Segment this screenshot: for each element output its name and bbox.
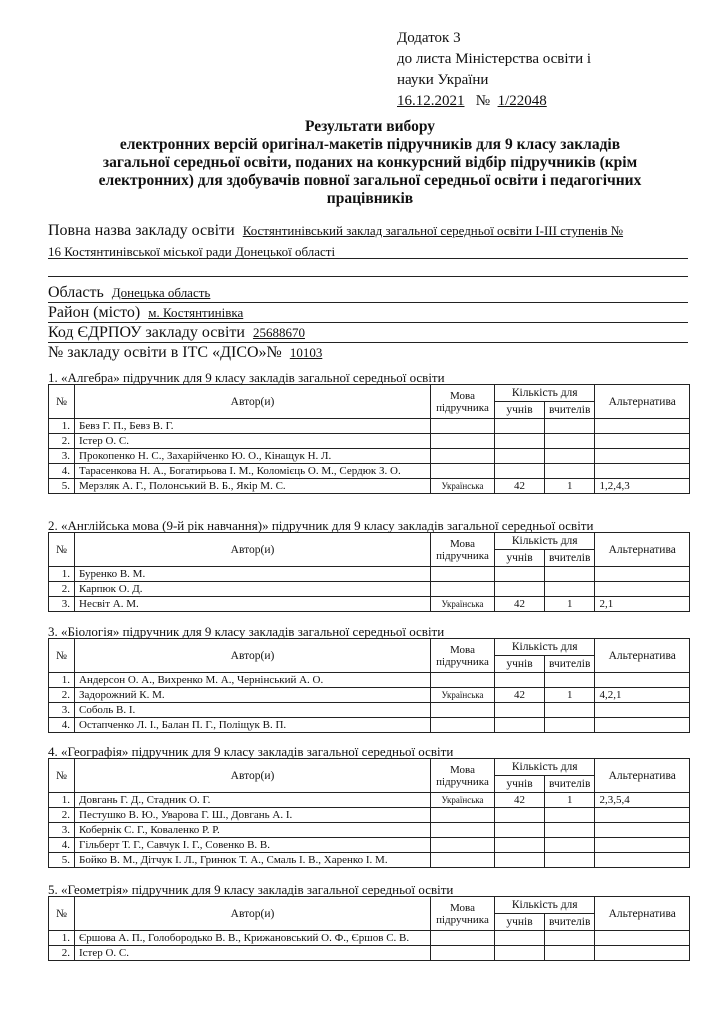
- row-students: 42: [495, 688, 545, 703]
- section-title: 4. «Географія» підручник для 9 класу закладів загальної середньої освіти: [48, 744, 454, 759]
- row-alternative: [595, 838, 690, 853]
- row-alternative: 4,2,1: [595, 688, 690, 703]
- row-number: 2.: [49, 582, 75, 597]
- row-students: [495, 853, 545, 868]
- header-num: №: [49, 385, 75, 419]
- row-number: 3.: [49, 449, 75, 464]
- header-teachers: вчителів: [545, 656, 595, 673]
- table-row: [49, 793, 690, 808]
- header-language: Мова підручника: [431, 385, 495, 419]
- header-author: Автор(и): [75, 759, 431, 793]
- row-number: 5.: [49, 853, 75, 868]
- header-alternative: Альтернатива: [595, 533, 690, 567]
- row-author: Карпюк О. Д.: [75, 582, 431, 597]
- row-number: 1.: [49, 419, 75, 434]
- row-alternative: [595, 823, 690, 838]
- header-alternative: Альтернатива: [595, 639, 690, 673]
- row-author: Задорожний К. М.: [75, 688, 431, 703]
- table-header-row: [49, 897, 690, 914]
- row-language: Українська: [431, 479, 495, 494]
- appendix-number: 1/22048: [497, 93, 547, 109]
- row-alternative: [595, 582, 690, 597]
- row-teachers: [545, 419, 595, 434]
- row-students: [495, 931, 545, 946]
- header-author: Автор(и): [75, 897, 431, 931]
- textbook-table: [48, 758, 690, 868]
- row-author: Істер О. С.: [75, 946, 431, 961]
- row-language: [431, 838, 495, 853]
- appendix-number-label: №: [475, 93, 491, 109]
- row-teachers: [545, 931, 595, 946]
- header-author: Автор(и): [75, 639, 431, 673]
- table-header-row: [49, 533, 690, 550]
- row-teachers: [545, 946, 595, 961]
- header-count: Кількість для: [495, 897, 595, 914]
- header-teachers: вчителів: [545, 402, 595, 419]
- row-language: [431, 464, 495, 479]
- row-alternative: [595, 718, 690, 733]
- edrpou-label: Код ЄДРПОУ закладу освіти: [48, 324, 245, 341]
- row-author: Істер О. С.: [75, 434, 431, 449]
- table-row: [49, 853, 690, 868]
- header-num: №: [49, 639, 75, 673]
- row-author: Гільберт Т. Г., Савчук І. Г., Совенко В. В.: [75, 838, 431, 853]
- header-students: учнів: [495, 402, 545, 419]
- appendix-line-3: науки України: [397, 72, 489, 88]
- row-teachers: [545, 718, 595, 733]
- table-row: [49, 582, 690, 597]
- row-alternative: [595, 931, 690, 946]
- table-row: [49, 808, 690, 823]
- region-value: Донецька область: [111, 285, 211, 300]
- row-students: 42: [495, 479, 545, 494]
- header-alternative: Альтернатива: [595, 385, 690, 419]
- row-students: 42: [495, 793, 545, 808]
- title-line-3: загальної середньої освіти, поданих на конкурсний відбір підручників (крім: [102, 154, 638, 171]
- header-count: Кількість для: [495, 759, 595, 776]
- table-row: [49, 688, 690, 703]
- header-language: Мова підручника: [431, 533, 495, 567]
- row-author: Пестушко В. Ю., Уварова Г. Ш., Довгань А. І.: [75, 808, 431, 823]
- row-language: Українська: [431, 688, 495, 703]
- row-students: [495, 703, 545, 718]
- header-teachers: вчителів: [545, 776, 595, 793]
- row-students: [495, 673, 545, 688]
- header-students: учнів: [495, 656, 545, 673]
- edrpou-value: 25688670: [252, 325, 305, 340]
- row-number: 2.: [49, 946, 75, 961]
- row-number: 2.: [49, 434, 75, 449]
- underline-rule: [48, 302, 688, 303]
- full-name-field: [48, 222, 623, 240]
- row-alternative: [595, 434, 690, 449]
- row-teachers: 1: [545, 479, 595, 494]
- row-students: [495, 823, 545, 838]
- table-row: [49, 931, 690, 946]
- row-students: [495, 582, 545, 597]
- row-author: Бевз Г. П., Бевз В. Г.: [75, 419, 431, 434]
- header-students: учнів: [495, 914, 545, 931]
- edrpou-field: [48, 324, 305, 342]
- header-count: Кількість для: [495, 385, 595, 402]
- row-language: [431, 673, 495, 688]
- appendix-date: 16.12.2021: [397, 93, 465, 109]
- row-teachers: [545, 673, 595, 688]
- row-alternative: [595, 853, 690, 868]
- table-row: [49, 946, 690, 961]
- row-teachers: [545, 434, 595, 449]
- underline-rule: [48, 276, 688, 277]
- row-number: 2.: [49, 688, 75, 703]
- header-alternative: Альтернатива: [595, 759, 690, 793]
- header-count: Кількість для: [495, 639, 595, 656]
- appendix-line-1: Додаток 3: [397, 30, 461, 46]
- row-alternative: [595, 946, 690, 961]
- title-line-4: електронних) для здобувачів повної загальної середньої освіти і педагогічних: [98, 172, 642, 189]
- row-author: Бойко В. М., Дітчук І. Л., Гринюк Т. А., Смаль І. В., Харенко І. М.: [75, 853, 431, 868]
- table-header-row: [49, 759, 690, 776]
- row-language: [431, 434, 495, 449]
- row-number: 3.: [49, 703, 75, 718]
- row-language: [431, 853, 495, 868]
- row-alternative: [595, 419, 690, 434]
- row-author: Прокопенко Н. С., Захарійченко Ю. О., Кінащук Н. Л.: [75, 449, 431, 464]
- row-students: [495, 838, 545, 853]
- textbook-table: [48, 384, 690, 494]
- document-title: [40, 118, 700, 208]
- underline-rule: [48, 322, 688, 323]
- row-language: [431, 703, 495, 718]
- row-alternative: 1,2,4,3: [595, 479, 690, 494]
- title-line-2: електронних версій оригінал-макетів підручників для 9 класу закладів: [119, 136, 621, 153]
- table-row: [49, 419, 690, 434]
- row-author: Довгань Г. Д., Стадник О. Г.: [75, 793, 431, 808]
- row-author: Тарасенкова Н. А., Богатирьова І. М., Коломієць О. М., Сердюк З. О.: [75, 464, 431, 479]
- row-teachers: [545, 853, 595, 868]
- table-row: [49, 434, 690, 449]
- underline-rule: [48, 258, 688, 259]
- row-language: [431, 808, 495, 823]
- row-alternative: [595, 808, 690, 823]
- row-teachers: [545, 838, 595, 853]
- table-header-row: [49, 639, 690, 656]
- row-language: Українська: [431, 597, 495, 612]
- row-author: Остапченко Л. І., Балан П. Г., Поліщук В. П.: [75, 718, 431, 733]
- header-language: Мова підручника: [431, 897, 495, 931]
- table-row: [49, 718, 690, 733]
- row-alternative: [595, 703, 690, 718]
- row-teachers: [545, 567, 595, 582]
- row-students: 42: [495, 597, 545, 612]
- appendix-line-2: до листа Міністерства освіти і: [397, 51, 592, 67]
- row-language: [431, 718, 495, 733]
- header-author: Автор(и): [75, 533, 431, 567]
- appendix-dateline: [397, 91, 591, 112]
- section-title: 5. «Геометрія» підручник для 9 класу закладів загальної середньої освіти: [48, 882, 454, 897]
- table-row: [49, 464, 690, 479]
- row-language: [431, 931, 495, 946]
- district-value: м. Костянтинівка: [148, 305, 244, 320]
- table-row: [49, 479, 690, 494]
- table-row: [49, 838, 690, 853]
- row-language: [431, 567, 495, 582]
- row-alternative: [595, 567, 690, 582]
- full-name-value: Костянтинівський заклад загальної середньої освіти І-ІІІ ступенів №: [242, 223, 624, 238]
- row-number: 5.: [49, 479, 75, 494]
- row-students: [495, 464, 545, 479]
- row-number: 1.: [49, 567, 75, 582]
- title-line-5: працівників: [326, 190, 414, 207]
- title-line-1: Результати вибору: [304, 118, 436, 135]
- row-language: [431, 582, 495, 597]
- row-language: [431, 419, 495, 434]
- header-teachers: вчителів: [545, 914, 595, 931]
- header-count: Кількість для: [495, 533, 595, 550]
- row-number: 4.: [49, 718, 75, 733]
- row-number: 2.: [49, 808, 75, 823]
- header-alternative: Альтернатива: [595, 897, 690, 931]
- table-row: [49, 823, 690, 838]
- full-name-value-continued: 16 Костянтинівської міської ради Донецької області: [48, 244, 336, 259]
- row-alternative: [595, 673, 690, 688]
- header-teachers: вчителів: [545, 550, 595, 567]
- row-author: Соболь В. І.: [75, 703, 431, 718]
- full-name-label: Повна назва закладу освіти: [48, 222, 235, 239]
- textbook-table: [48, 896, 690, 961]
- table-row: [49, 449, 690, 464]
- its-value: 10103: [289, 345, 323, 360]
- row-students: [495, 419, 545, 434]
- row-students: [495, 567, 545, 582]
- header-num: №: [49, 533, 75, 567]
- row-alternative: [595, 449, 690, 464]
- row-language: [431, 823, 495, 838]
- row-alternative: 2,3,5,4: [595, 793, 690, 808]
- region-field: [48, 284, 210, 302]
- row-author: Буренко В. М.: [75, 567, 431, 582]
- row-students: [495, 434, 545, 449]
- row-students: [495, 718, 545, 733]
- row-teachers: [545, 449, 595, 464]
- row-author: Кобернік С. Г., Коваленко Р. Р.: [75, 823, 431, 838]
- row-teachers: [545, 823, 595, 838]
- its-label: № закладу освіти в ІТС «ДІСО»№: [48, 344, 282, 361]
- textbook-table: [48, 638, 690, 733]
- row-author: Єршова А. П., Голобородько В. В., Крижановський О. Ф., Єршов С. В.: [75, 931, 431, 946]
- appendix-block: [397, 28, 591, 112]
- row-language: Українська: [431, 793, 495, 808]
- row-author: Несвіт А. М.: [75, 597, 431, 612]
- row-number: 4.: [49, 464, 75, 479]
- district-field: [48, 304, 243, 322]
- row-teachers: 1: [545, 597, 595, 612]
- textbook-table: [48, 532, 690, 612]
- row-teachers: 1: [545, 688, 595, 703]
- row-author: Андерсон О. А., Вихренко М. А., Чернінський А. О.: [75, 673, 431, 688]
- row-number: 1.: [49, 673, 75, 688]
- table-row: [49, 597, 690, 612]
- row-alternative: [595, 464, 690, 479]
- header-language: Мова підручника: [431, 639, 495, 673]
- row-teachers: [545, 703, 595, 718]
- row-teachers: 1: [545, 793, 595, 808]
- its-field: [48, 344, 322, 362]
- row-alternative: 2,1: [595, 597, 690, 612]
- row-language: [431, 946, 495, 961]
- row-teachers: [545, 464, 595, 479]
- header-num: №: [49, 759, 75, 793]
- table-row: [49, 673, 690, 688]
- table-row: [49, 703, 690, 718]
- row-number: 3.: [49, 597, 75, 612]
- row-author: Мерзляк А. Г., Полонський В. Б., Якір М. С.: [75, 479, 431, 494]
- row-students: [495, 449, 545, 464]
- district-label: Район (місто): [48, 304, 141, 321]
- table-header-row: [49, 385, 690, 402]
- row-students: [495, 808, 545, 823]
- header-students: учнів: [495, 550, 545, 567]
- header-author: Автор(и): [75, 385, 431, 419]
- region-label: Область: [48, 284, 104, 301]
- header-num: №: [49, 897, 75, 931]
- table-row: [49, 567, 690, 582]
- row-language: [431, 449, 495, 464]
- section-title: 1. «Алгебра» підручник для 9 класу закладів загальної середньої освіти: [48, 370, 445, 385]
- row-number: 1.: [49, 931, 75, 946]
- header-students: учнів: [495, 776, 545, 793]
- row-number: 1.: [49, 793, 75, 808]
- header-language: Мова підручника: [431, 759, 495, 793]
- row-teachers: [545, 582, 595, 597]
- row-students: [495, 946, 545, 961]
- row-number: 3.: [49, 823, 75, 838]
- section-title: 3. «Біологія» підручник для 9 класу закладів загальної середньої освіти: [48, 624, 445, 639]
- row-teachers: [545, 808, 595, 823]
- section-title: 2. «Англійська мова (9-й рік навчання)» підручник для 9 класу закладів загальної середньої освіти: [48, 518, 594, 533]
- underline-rule: [48, 342, 688, 343]
- row-number: 4.: [49, 838, 75, 853]
